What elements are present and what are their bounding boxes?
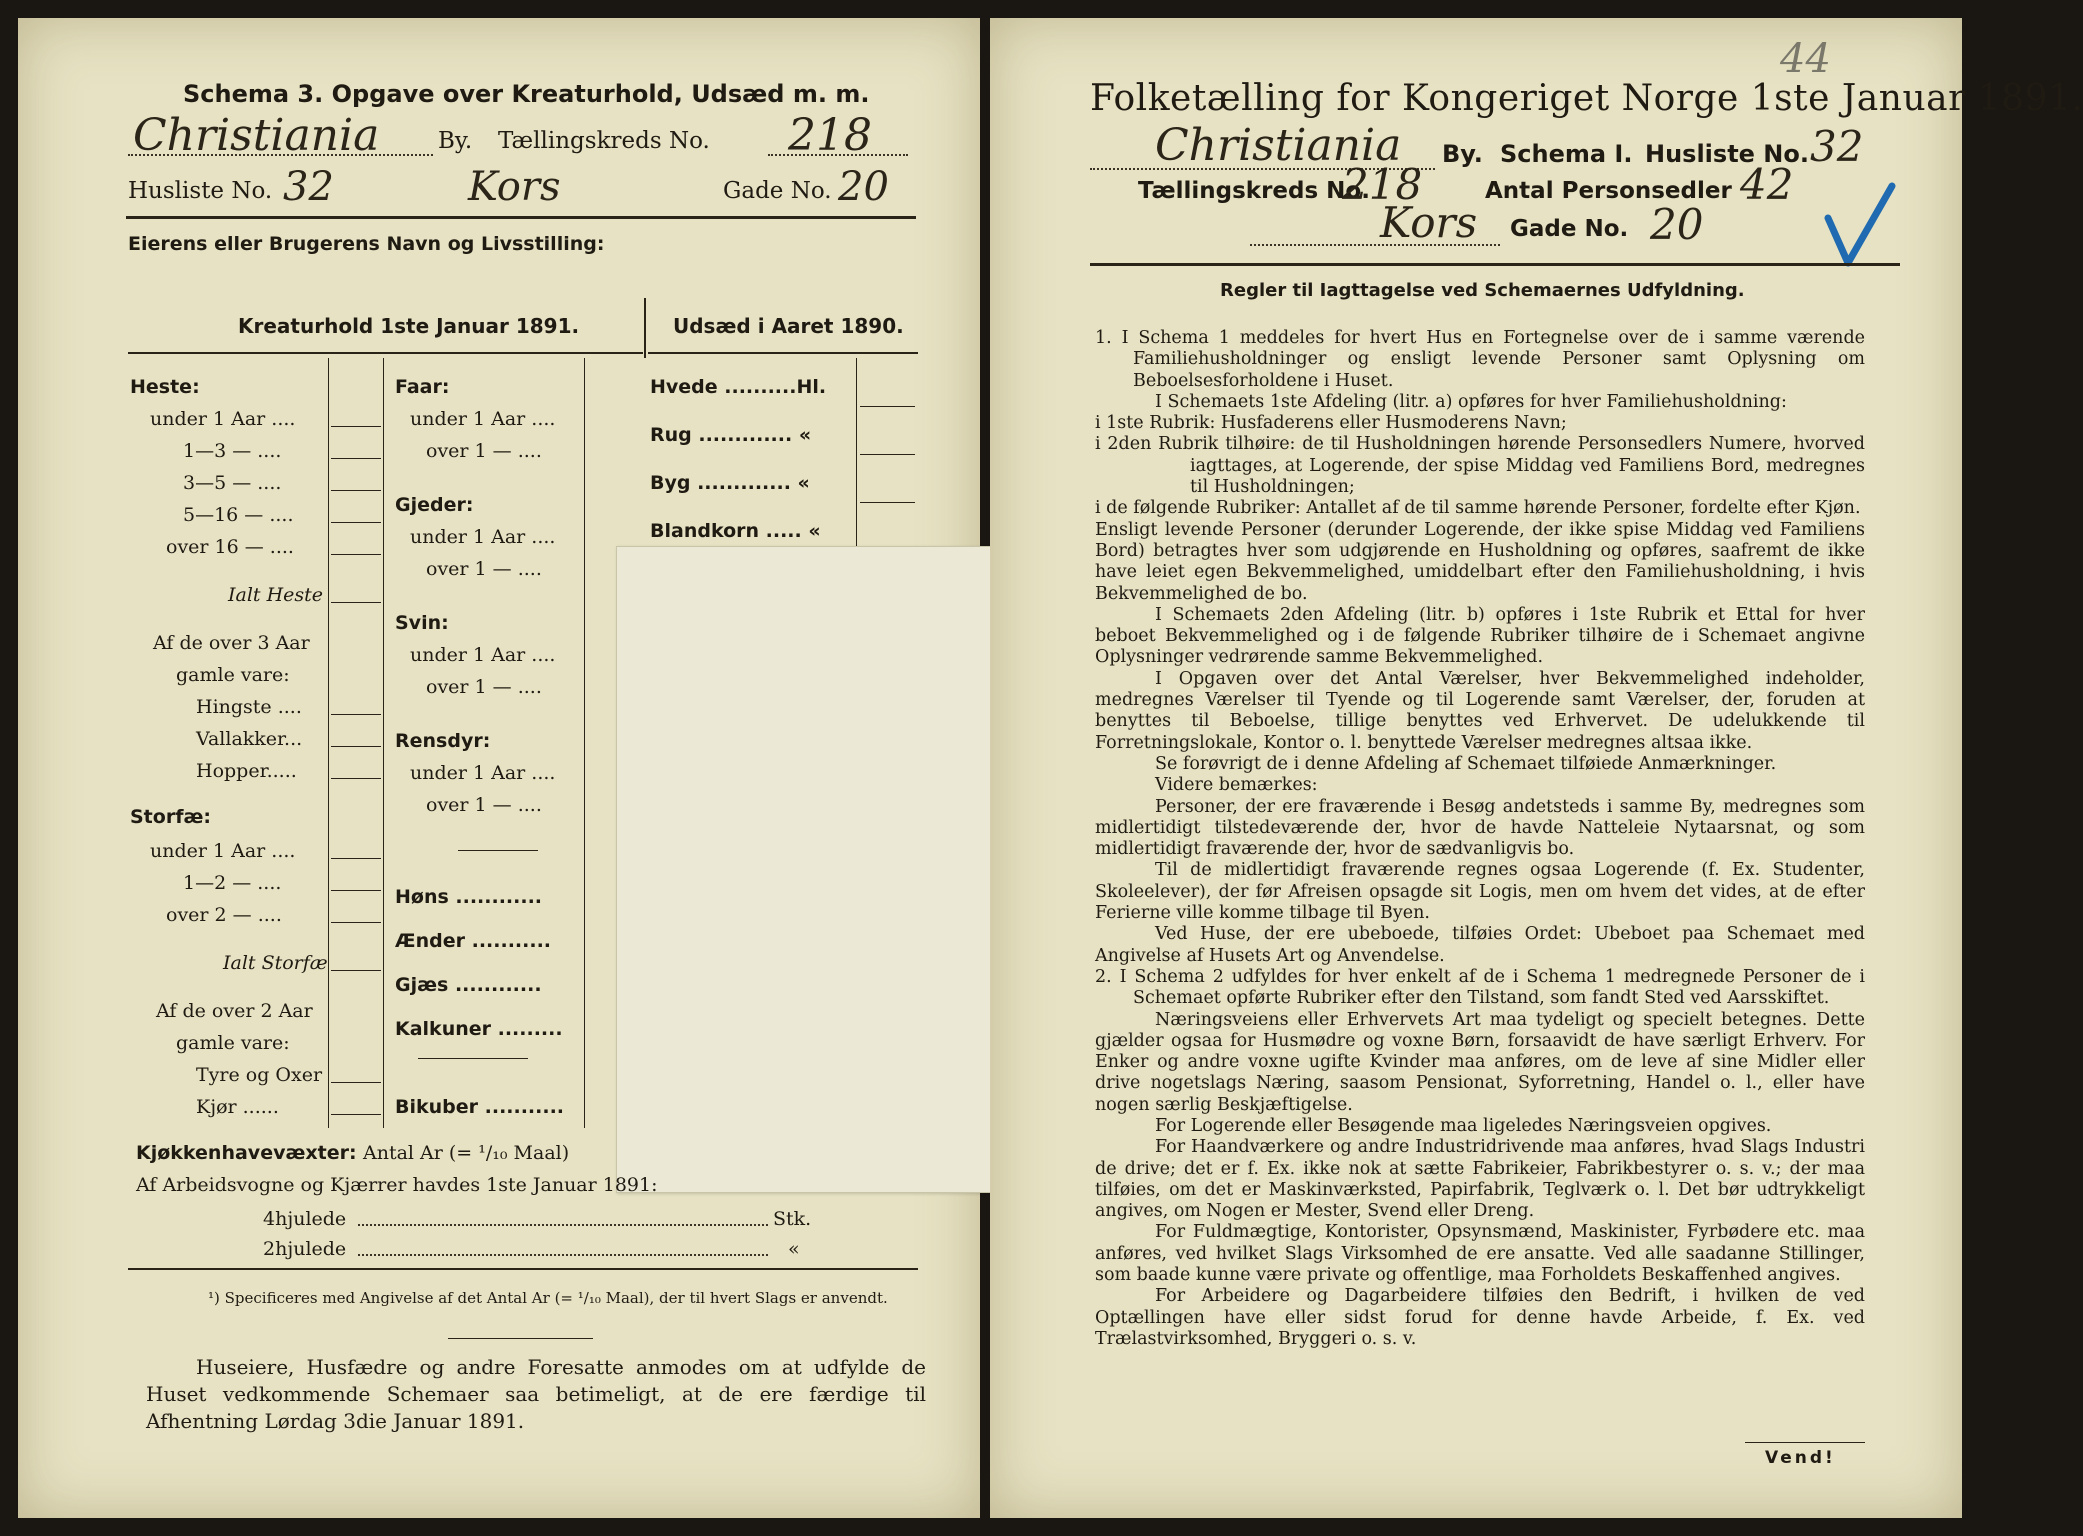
footnote-separator [448,1338,593,1339]
hjul4-line [358,1224,768,1226]
heste-label: Heste: [130,376,200,398]
ialt-storfae: Ialt Storfæ [223,952,328,974]
left-gade-label: Gade No. [723,178,832,204]
rule-paragraph: I Schemaets 2den Afdeling (litr. b) opføres i 1ste Rubrik et Ettal for hver beboet Bekvemmelighed og i de følgende Rubriker tilhøire de i Schemaet angivne Oplysninger vedrørende samme Bekvemmelighed. [1095,604,1865,668]
col1-box-left [328,358,329,1128]
left-by-label: By. [438,128,473,154]
heste-row: Hingste .... [196,696,302,718]
rules-heading: Regler til Iagttagelse ved Schemaernes Udfyldning. [1220,280,1745,301]
right-gade-value: 20 [1650,200,1704,249]
rule-paragraph: i 2den Rubrik tilhøire: de til Husholdningen hørende Personsedlers Numere, hvorved iagttages, at Logerende, der spise Middag ved Familiens Bord, medregnes til Husholdningen; [1095,434,1865,498]
blandkorn-row: Blandkorn ..... « [650,520,821,542]
col1-line [331,714,381,715]
col1-line [331,602,381,603]
right-tkreds-label: Tællingskreds No. [1138,178,1370,204]
col1-line [331,970,381,971]
col2-separator [418,1058,528,1059]
left-rule-top [126,216,916,219]
rensdyr-label: Rensdyr: [395,730,491,752]
heste-row: Hopper..... [196,760,297,782]
hjul4-label: 4hjulede [263,1208,347,1230]
col1-box-right [383,358,384,1128]
left-title: Schema 3. Opgave over Kreaturhold, Udsæd m. m. [183,80,870,108]
col1-line [331,778,381,779]
storfae-row: Tyre og Oxer [196,1064,323,1086]
left-rule-footnote [128,1268,918,1270]
rule-paragraph: Se forøvrigt de i denne Afdeling af Schemaet tilføiede Anmærkninger. [1155,753,1777,774]
rule-paragraph: I Opgaven over det Antal Værelser, hver Bekvemmelighed indeholder, medregnes Værelser til Tyende og til Logerende samt Værelser, der, foruden at benyttes til Beboelse, tillige benyttes ved Erhvervet. De udelukkende til Forretningslokale, Kontor o. l. benyttede Værelser medregnes altsaa ikke. [1095,668,1865,753]
rule-paragraph: For Haandværkere og andre Industridrivende maa anføres, hvad Slags Industri de drive; det er f. Ex. ikke nok at sætte Fabrikeier, Fabrikbestyrer o. s. v.; der maa tilføies, om det er Maskinværksted, Papirfabrik, Teglværk o. l. Det bør udtrykkeligt angives, om Nogen er Mester, Svend eller Dreng. [1095,1137,1865,1222]
rule-paragraph: Ensligt levende Personer (derunder Logerende, der ikke spise Middag ved Familiens Bord) betragtes hver som udgjørende en Husholdning og opføres, saafremt de ikke have leiet egen Bekvemmelighed, umiddelbart efter den Familiehusholdning, i hvis Bekvemmelighed de bo. [1095,519,1865,604]
kalkuner-row: Kalkuner ......... [395,1018,563,1040]
heste-row: under 1 Aar .... [150,408,296,430]
left-city-line [128,154,433,156]
footnote: ¹) Specificeres med Angivelse af det Antal Ar (= ¹/₁₀ Maal), der til hvert Slags er anvendt. [208,1289,888,1307]
kreatur-header: Kreaturhold 1ste Januar 1891. [238,314,580,338]
rule-paragraph: For Logerende eller Besøgende maa ligeledes Næringsveien opgives. [1155,1115,1772,1136]
rule-paragraph: For Arbeidere og Dagarbeidere tilføies den Bedrift, i hvilken de ved Optællingen have eller sidst forud for denne havde Arbeide, f. Ex. ved Trælastvirksomhed, Bryggeri o. s. v. [1095,1286,1865,1349]
kreatur-header-rule [128,352,643,354]
rule-paragraph: 2. I Schema 2 udfyldes for hver enkelt af de i Schema 1 medregnede Personer de i Schemaet opførte Rubriker efter den Tilstand, som fandt Sted ved Aarsskiftet. [1095,966,1865,1009]
col1-line [331,1114,381,1115]
col1-line [331,858,381,859]
svin-row: under 1 Aar .... [410,644,556,666]
rensdyr-row: under 1 Aar .... [410,762,556,784]
col1-line [331,1082,381,1083]
left-husliste-value: 32 [283,164,334,210]
gjaes-row: Gjæs ............ [395,974,542,996]
heste-row: 5—16 — .... [183,504,294,526]
heste-note: Af de over 3 Aar [153,632,310,654]
storfae-row: under 1 Aar .... [150,840,296,862]
left-street-handwritten: Kors [468,164,561,210]
col2-separator [458,850,538,851]
svin-row: over 1 — .... [426,676,542,698]
storfae-note: Af de over 2 Aar [156,1000,313,1022]
rule-paragraph: Videre bemærkes: [1155,775,1318,796]
udsaed-header-rule [648,352,918,354]
hvede-row: Hvede ..........Hl. [650,376,827,398]
right-husliste-value: 32 [1810,122,1864,171]
heste-row: 1—3 — .... [183,440,282,462]
right-antal-value: 42 [1740,160,1794,209]
storfae-row: over 2 — .... [166,904,282,926]
rule-paragraph: Til de midlertidigt fraværende regnes ogsaa Logerende (f. Ex. Studenter, Skoleelever), der før Afreisen opsagde sit Logis, men om hvem det vides, at de efter Ferierne ville komme tilbage til Byen. [1095,860,1865,924]
left-tkreds-value: 218 [788,110,872,161]
faar-row: over 1 — .... [426,440,542,462]
rule-paragraph: i 1ste Rubrik: Husfaderens eller Husmoderens Navn; [1095,413,1567,434]
byg-row: Byg ............. « [650,472,810,494]
heste-row: 3—5 — .... [183,472,282,494]
owner-heading: Eierens eller Brugerens Navn og Livsstilling: [128,233,605,255]
rule-paragraph: Personer, der ere fraværende i Besøg andetsteds i samme By, medregnes som midlertidigt tilstedeværende der, hvor de havde Natteleie Nytaarsnat, og som midlertidigt fraværende der, hvor de sædvanligvis bo. [1095,796,1865,860]
stk-label: Stk. [773,1208,812,1230]
gjeder-row: under 1 Aar .... [410,526,556,548]
rensdyr-row: over 1 — .... [426,794,542,816]
faar-row: under 1 Aar .... [410,408,556,430]
right-street-handwritten: Kors [1380,198,1478,247]
col3-line [860,454,915,455]
heste-row: over 16 — .... [166,536,294,558]
hons-row: Høns ............ [395,886,543,908]
right-by-label: By. [1442,140,1483,168]
left-city-handwritten: Christiania [133,110,380,161]
vend-rule [1745,1442,1865,1443]
hjul2-ditto: « [788,1238,800,1260]
left-gade-value: 20 [838,164,889,210]
col3-line [860,502,915,503]
col2-box-left [584,358,585,1128]
right-title: Folketælling for Kongeriget Norge 1ste Januar 1891. [1090,78,2083,119]
storfae-label: Storfæ: [130,806,211,828]
gjeder-label: Gjeder: [395,494,474,516]
bikuber-row: Bikuber ........... [395,1096,565,1118]
ialt-heste: Ialt Heste [228,584,324,606]
header-divider [644,298,646,358]
rule-paragraph: Næringsveiens eller Erhvervets Art maa tydeligt og specielt betegnes. Dette gjælder ogsaa for Husmødre og voxne Børn, forsaavidt de have særligt Erhverv. For Enker og andre voxne ugifte Kvinder maa anføres, om de leve af sine Midler eller drive nogetslags Næring, saasom Pensionat, Syforretning, Handel o. l., eller have nogen særlig Beskjæftigelse. [1095,1009,1865,1115]
col1-line [331,522,381,523]
rule-paragraph: 1. I Schema 1 meddeles for hvert Hus en Fortegnelse over de i samme værende Familiehusholdninger og ensligt levende Personer samt Oplysning om Beboelsesforholdene i Huset. [1095,328,1865,391]
hjul2-line [358,1254,768,1256]
rule-paragraph: I Schemaets 1ste Afdeling (litr. a) opføres for hver Familiehusholdning: [1155,391,1787,412]
aender-row: Ænder ........... [395,930,552,952]
heste-note: gamle vare: [176,664,290,686]
heste-row: Vallakker... [196,728,303,750]
left-tkreds-label: Tællingskreds No. [498,128,710,154]
left-tkreds-line [768,154,908,156]
col1-line [331,458,381,459]
col3-line [860,406,915,407]
right-city-handwritten: Christiania [1155,120,1402,171]
rule-paragraph: i de følgende Rubriker: Antallet af de til samme hørende Personer, fordelte efter Kjøn. [1095,498,1861,519]
col1-line [331,890,381,891]
left-page [18,18,980,1518]
col1-line [331,746,381,747]
storfae-row: 1—2 — .... [183,872,282,894]
arbeid-label: Af Arbeidsvogne og Kjærrer havdes 1ste Januar 1891: [136,1174,658,1196]
right-antal-label: Antal Personsedler [1485,178,1732,204]
right-schema-label: Schema I. [1500,140,1633,168]
rule-paragraph: Ved Huse, der ere ubeboede, tilføies Ordet: Ubeboet paa Schemaet med Angivelse af Husets Art og Anvendelse. [1095,924,1865,966]
right-street-line [1250,244,1500,246]
col1-line [331,554,381,555]
col3-box-left [856,358,857,558]
closing-text: Huseiere, Husfædre og andre Foresatte anmodes om at udfylde de Huset vedkommende Schemaer saa betimeligt, at de ere færdige til Afhentning Lørdag 3die Januar 1891. [146,1355,926,1433]
kjokken-rest: Antal Ar (= ¹/₁₀ Maal) [363,1142,570,1164]
right-husliste-label: Husliste No. [1645,140,1809,168]
col1-line [331,490,381,491]
right-page [990,18,2083,1518]
kjokken-label: Kjøkkenhavevæxter: [136,1142,357,1164]
storfae-row: Kjør ...... [196,1096,279,1118]
hjul2-label: 2hjulede [263,1238,347,1260]
right-rule-top [1090,263,1900,266]
udsaed-header: Udsæd i Aaret 1890. [673,314,904,338]
svin-label: Svin: [395,612,449,634]
gjeder-row: over 1 — .... [426,558,542,580]
faar-label: Faar: [395,376,450,398]
rule-paragraph: For Fuldmægtige, Kontorister, Opsynsmænd, Maskinister, Fyrbødere etc. maa anføres, ved hvilket Slags Virksomhed de ere ansatte. Ved alle saadanne Stillinger, som baade kunne være private og offentlige, maa Forholdets Beskaffenhed angives. [1095,1222,1865,1286]
vend-label: Vend! [1765,1448,1836,1468]
rules-text [1095,328,1865,1350]
rug-row: Rug ............. « [650,424,812,446]
col1-line [331,922,381,923]
right-tkreds-value: 218 [1342,160,1423,209]
col1-line [331,426,381,427]
right-gade-label: Gade No. [1510,216,1629,242]
storfae-note: gamle vare: [176,1032,290,1054]
left-husliste-label: Husliste No. [128,178,273,204]
pencil-number: 44 [1780,36,1831,82]
